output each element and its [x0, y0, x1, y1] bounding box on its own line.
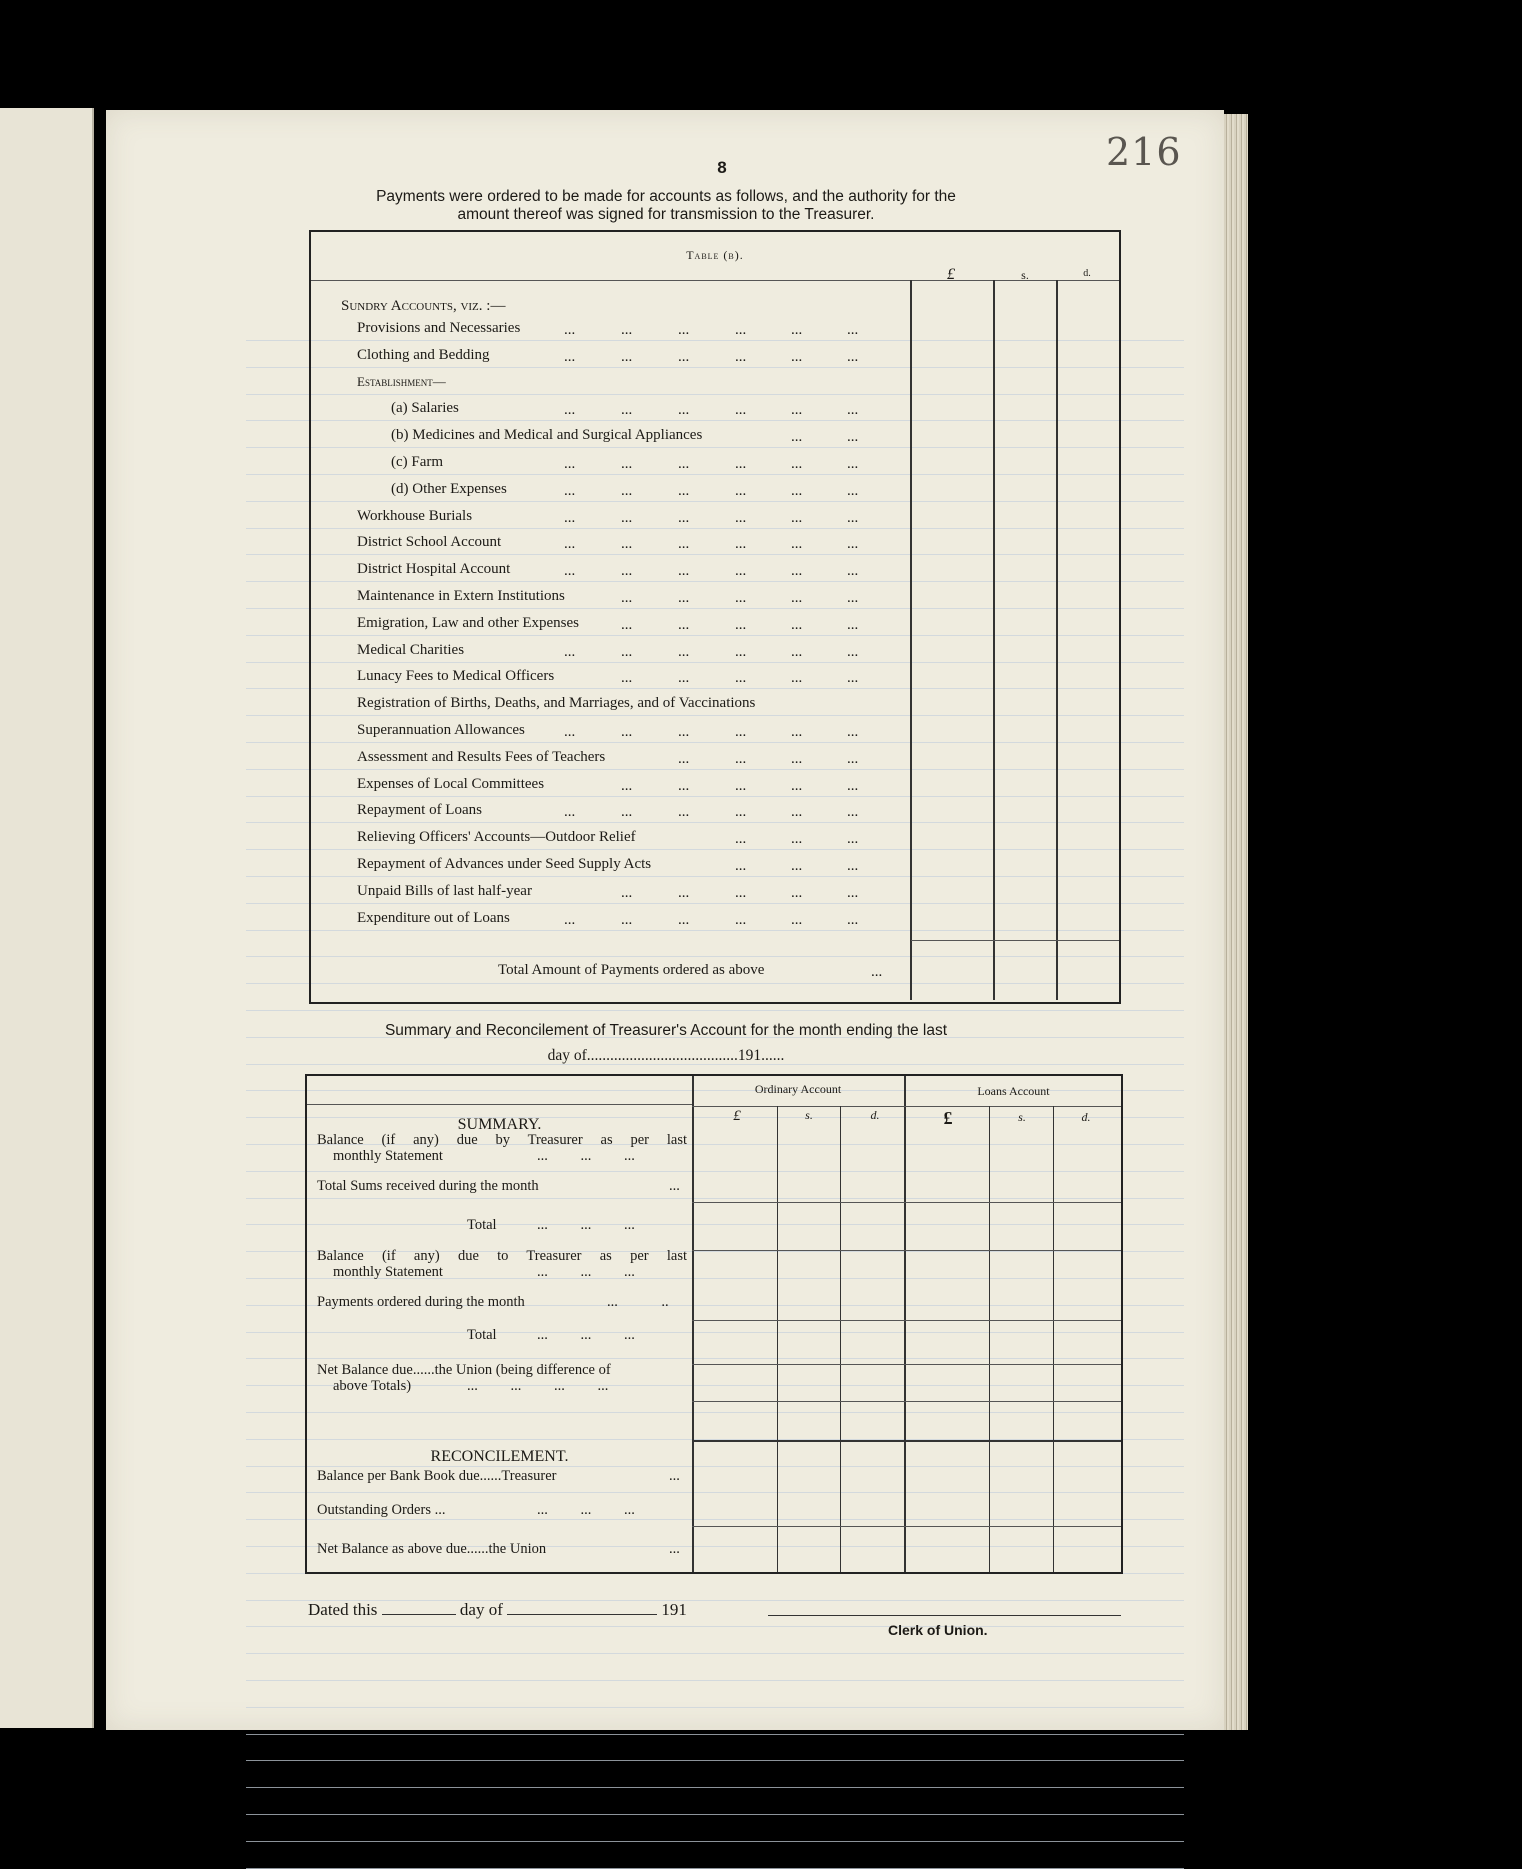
leader-dots: ... — [735, 777, 747, 794]
col-pounds: £ — [947, 266, 955, 283]
ord-pounds-divider — [777, 1106, 778, 1572]
leader-dots: ... — [678, 911, 690, 928]
leader-dots: ... — [735, 911, 747, 928]
summary-heading-line1: Summary and Reconcilement of Treasurer's Account for the month ending the last — [384, 1022, 948, 1039]
leader-dots: ... — [735, 348, 747, 365]
leader-dots: ... — [847, 482, 859, 499]
ruled-line — [246, 1707, 1184, 1708]
table-row — [311, 615, 871, 637]
row-bank-book: Balance per Bank Book due......Treasurer ... — [317, 1468, 680, 1484]
leader-dots: ... — [735, 456, 747, 472]
table-row — [311, 534, 871, 556]
table-row — [311, 802, 871, 824]
leader-dots: ... — [735, 643, 747, 660]
leader-dots: ... — [791, 670, 803, 687]
leader-dots: ... — [621, 804, 633, 821]
leader-dots: ... — [678, 804, 690, 821]
ruled-line — [246, 1760, 1184, 1761]
leader-dots: ... — [621, 884, 633, 901]
leader-dots: ... — [735, 724, 747, 740]
leader-dots: ... — [678, 616, 690, 633]
leader-dots: ... — [791, 590, 803, 606]
leader-dots: ... — [735, 563, 747, 580]
ledger-page — [106, 110, 1224, 1730]
table-b — [309, 230, 1121, 1004]
leader-dots: ... — [564, 536, 576, 553]
row-label: District Hospital Account — [357, 561, 511, 578]
row-label: (a) Salaries — [391, 400, 459, 417]
leader-dots: ... — [621, 482, 633, 499]
table-row — [311, 856, 871, 878]
loan-shillings-head: s. — [1018, 1110, 1026, 1124]
table-b-title: Table (b). — [686, 248, 744, 262]
leader-dots: ... — [621, 590, 633, 606]
row-label: Expenses of Local Committees — [357, 775, 545, 792]
total-dots: ... — [871, 964, 883, 980]
table-row — [311, 695, 871, 717]
leader-dots: ... — [564, 509, 576, 526]
leader-dots: ... — [791, 911, 803, 928]
leader-dots: ... — [678, 750, 690, 767]
row-label: Maintenance in Extern Institutions — [357, 588, 565, 604]
signature-line — [768, 1615, 1121, 1616]
leader-dots: ... — [735, 402, 747, 419]
table-row — [311, 776, 871, 798]
table-row — [311, 588, 871, 610]
ruled-line — [246, 1841, 1184, 1842]
table-row — [311, 481, 871, 503]
row-label: Clothing and Bedding — [357, 346, 490, 363]
leader-dots: ... — [621, 777, 633, 794]
row-label: (b) Medicines and Medical and Surgical Appliances — [391, 427, 703, 444]
leader-dots: ... — [564, 402, 576, 419]
row-label: Medical Charities — [357, 641, 465, 658]
leader-dots: ... — [621, 616, 633, 633]
leader-dots: ... — [678, 456, 690, 472]
leader-dots: ... — [678, 670, 690, 687]
leader-dots: ... — [735, 858, 747, 874]
row-label: Unpaid Bills of last half-year — [357, 882, 532, 899]
table-row — [311, 454, 871, 476]
table-row — [311, 427, 871, 449]
loan-pence-head: d. — [1081, 1110, 1091, 1124]
ruled-line — [246, 1868, 1184, 1869]
table-row — [311, 668, 871, 690]
leader-dots: ... — [847, 911, 859, 928]
table-row — [311, 749, 871, 771]
table-row — [311, 642, 871, 664]
leader-dots: ... — [847, 831, 859, 848]
leader-dots: ... — [847, 563, 859, 580]
leader-dots: ... — [847, 456, 859, 472]
amount-divider — [910, 280, 912, 1000]
leader-dots: ... — [564, 348, 576, 365]
leader-dots: ... — [791, 536, 803, 553]
row-label: Workhouse Burials — [357, 507, 473, 524]
page-number: 8 — [717, 158, 727, 177]
leader-dots: ... — [678, 884, 690, 901]
row-label: Superannuation Allowances — [357, 722, 525, 738]
leader-dots: ... — [791, 804, 803, 821]
ruled-line — [246, 1626, 1184, 1627]
leader-dots: ... — [621, 724, 633, 740]
loans-account-header: Loans Account — [977, 1084, 1050, 1098]
group-heading: Sundry Accounts, viz. :— — [341, 298, 506, 314]
table-row — [311, 400, 871, 422]
loan-shillings-divider — [1053, 1106, 1054, 1572]
leader-dots: ... — [621, 643, 633, 660]
row-label: Repayment of Advances under Seed Supply Acts — [357, 856, 652, 872]
leader-dots: ... — [791, 322, 803, 338]
intro-text: Payments were ordered to be made for accounts as follows, and the authority for the amount thereof was signed for transmission to the Treasurer. — [376, 188, 956, 223]
leader-dots: ... — [621, 509, 633, 526]
folio-number: 216 — [1106, 130, 1182, 174]
leader-dots: ... — [847, 322, 859, 338]
reconcilement-title: RECONCILEMENT. — [430, 1448, 569, 1465]
leader-dots: ... — [621, 348, 633, 365]
leader-dots: ... — [564, 911, 576, 928]
row-total-received: Total Sums received during the month ... — [317, 1178, 680, 1194]
leader-dots: ... — [847, 402, 859, 419]
leader-dots: ... — [621, 402, 633, 419]
leader-dots: ... — [791, 750, 803, 767]
leader-dots: ... — [791, 348, 803, 365]
leader-dots: ... — [791, 643, 803, 660]
ruled-line — [246, 1814, 1184, 1815]
leader-dots: ... — [847, 804, 859, 821]
leader-dots: ... — [735, 482, 747, 499]
row-label: Emigration, Law and other Expenses — [357, 614, 580, 631]
leader-dots: ... — [735, 831, 747, 848]
leader-dots: ... — [847, 884, 859, 901]
rule-3 — [692, 1320, 1121, 1321]
row-label: District School Account — [357, 534, 502, 551]
rule-5 — [692, 1401, 1121, 1402]
leader-dots: ... — [735, 670, 747, 687]
leader-dots: ... — [564, 322, 576, 338]
ord-pounds-head: £ — [733, 1108, 741, 1124]
leader-dots: ... — [791, 831, 803, 848]
leader-dots: ... — [791, 482, 803, 499]
leader-dots: ... — [735, 590, 747, 606]
row-net-balance-union: Net Balance as above due......the Union ... — [317, 1541, 680, 1557]
ord-shillings-head: s. — [805, 1108, 813, 1122]
leader-dots: ... — [678, 348, 690, 365]
leader-dots: ... — [847, 536, 859, 553]
table-row — [311, 508, 871, 530]
loan-pounds-head: £ — [943, 1108, 953, 1128]
table-row — [311, 561, 871, 583]
leader-dots: ... — [847, 670, 859, 687]
ord-shillings-divider — [840, 1106, 841, 1572]
leader-dots: ... — [564, 482, 576, 499]
leader-dots: ... — [791, 724, 803, 740]
leader-dots: ... — [847, 509, 859, 526]
row-label: Lunacy Fees to Medical Officers — [357, 668, 555, 685]
facing-page — [0, 108, 94, 1728]
row-label: Provisions and Necessaries — [357, 320, 521, 336]
ruled-line — [246, 1653, 1184, 1654]
leader-dots: ... — [847, 777, 859, 794]
shillings-divider — [1056, 280, 1058, 1000]
ord-pence-head: d. — [870, 1108, 880, 1122]
row-label: (d) Other Expenses — [391, 480, 507, 497]
row-label: Expenditure out of Loans — [357, 909, 510, 926]
account-divider — [904, 1076, 906, 1572]
leader-dots: ... — [678, 563, 690, 580]
leader-dots: ... — [564, 804, 576, 821]
desc-divider — [692, 1076, 694, 1572]
rule-4 — [692, 1364, 1121, 1365]
leader-dots: ... — [678, 509, 690, 526]
leader-dots: ... — [735, 884, 747, 901]
summary-title: SUMMARY. — [457, 1116, 542, 1133]
leader-dots: ... — [847, 858, 859, 874]
row-label: Establishment— — [357, 373, 446, 389]
ordinary-account-header: Ordinary Account — [754, 1082, 842, 1096]
leader-dots: ... — [735, 536, 747, 553]
leader-dots: ... — [847, 429, 859, 446]
rule-6 — [692, 1440, 1121, 1442]
leader-dots: ... — [678, 777, 690, 794]
summary-table: Ordinary Account Loans Account £ s. d. £ s. d. SUMMARY. Balance (if any) due by Treasurer as per last monthly Statement ... ... ... Total Sums received during the month ... Total ... ... ... Balance (if any) due to Treasurer as per last monthly Statement ... ... ... Payments ordered during the month ... .. Total ... ... ... Net Balance due......the Union (being difference of above Totals) ... ... ... ... RECONCILEMENT. Balance per Bank Book due......Treasurer ... Outstanding Orders ... ... ... ... Net Balance as above due......the Union ... — [305, 1074, 1123, 1574]
table-row — [311, 722, 871, 744]
leader-dots: ... — [621, 536, 633, 553]
leader-dots: ... — [791, 402, 803, 419]
leader-dots: ... — [678, 536, 690, 553]
row-label: Repayment of Loans — [357, 802, 482, 819]
table-row — [311, 347, 871, 369]
row-outstanding: Outstanding Orders ... ... ... ... — [317, 1502, 635, 1518]
loan-pounds-divider — [989, 1106, 990, 1572]
leader-dots: ... — [791, 456, 803, 472]
leader-dots: ... — [621, 563, 633, 580]
leader-dots: ... — [791, 777, 803, 794]
leader-dots: ... — [791, 884, 803, 901]
row-balance-due-to: Balance (if any) due to Treasurer as per last monthly Statement ... ... ... — [317, 1248, 687, 1280]
page-edge — [1224, 114, 1248, 1730]
r1-dots: ... ... ... — [537, 1148, 635, 1164]
leader-dots: ... — [735, 750, 747, 767]
leader-dots: ... — [791, 563, 803, 580]
row-label: Registration of Births, Deaths, and Marriages, and of Vaccinations — [357, 695, 756, 712]
leader-dots: ... — [847, 616, 859, 633]
leader-dots: ... — [791, 616, 803, 633]
leader-dots: ... — [735, 616, 747, 633]
table-row — [311, 374, 871, 396]
account-header-rule — [692, 1106, 1121, 1107]
ruled-line — [246, 1787, 1184, 1788]
leader-dots: ... — [564, 724, 576, 740]
leader-dots: ... — [564, 643, 576, 660]
leader-dots: ... — [791, 429, 803, 446]
table-row — [311, 910, 871, 932]
row-net-balance: Net Balance due......the Union (being difference of above Totals) ... ... ... ... — [317, 1362, 611, 1394]
row-label: Relieving Officers' Accounts—Outdoor Relief — [357, 829, 636, 846]
total-rule — [911, 940, 1119, 941]
leader-dots: ... — [847, 724, 859, 740]
leader-dots: ... — [847, 750, 859, 767]
leader-dots: ... — [735, 509, 747, 526]
rule-1 — [692, 1202, 1121, 1203]
leader-dots: ... — [621, 670, 633, 687]
summary-heading-line2: day of.......................................191...... — [547, 1047, 785, 1064]
ruled-line — [246, 1680, 1184, 1681]
col-shillings: s. — [1021, 268, 1029, 282]
ruled-line — [246, 1010, 1184, 1011]
table-b-header-rule — [311, 280, 1119, 281]
leader-dots: ... — [678, 724, 690, 740]
row-label: Assessment and Results Fees of Teachers — [357, 748, 606, 765]
leader-dots: ... — [621, 456, 633, 472]
leader-dots: ... — [678, 402, 690, 419]
leader-dots: ... — [621, 911, 633, 928]
ruled-line — [246, 1734, 1184, 1735]
row-balance-due-by: Balance (if any) due by Treasurer as per last monthly Statement ... ... ... — [317, 1132, 687, 1164]
table-row — [311, 320, 871, 342]
leader-dots: ... — [678, 590, 690, 606]
leader-dots: ... — [621, 322, 633, 338]
col-pence: d. — [1083, 268, 1091, 279]
rule-7 — [692, 1526, 1121, 1527]
rule-2 — [692, 1250, 1121, 1251]
leader-dots: ... — [564, 456, 576, 472]
summary-heading — [356, 1018, 976, 1068]
leader-dots: ... — [564, 563, 576, 580]
pounds-divider — [993, 280, 995, 1000]
leader-dots: ... — [847, 590, 859, 606]
leader-dots: ... — [847, 643, 859, 660]
leader-dots: ... — [678, 322, 690, 338]
leader-dots: ... — [791, 509, 803, 526]
leader-dots: ... — [791, 858, 803, 874]
table-row — [311, 829, 871, 851]
row-payments-ordered: Payments ordered during the month ... .. — [317, 1294, 669, 1310]
leader-dots: ... — [735, 322, 747, 338]
leader-dots: ... — [678, 482, 690, 499]
total-label: Total Amount of Payments ordered as above — [498, 962, 765, 978]
desc-header-rule — [307, 1104, 692, 1105]
clerk-label: Clerk of Union. — [888, 1622, 988, 1638]
row-label: (c) Farm — [391, 454, 444, 470]
footer-dated: Dated this day of 191 — [308, 1600, 687, 1619]
leader-dots: ... — [735, 804, 747, 821]
table-row — [311, 883, 871, 905]
leader-dots: ... — [847, 348, 859, 365]
leader-dots: ... — [678, 643, 690, 660]
